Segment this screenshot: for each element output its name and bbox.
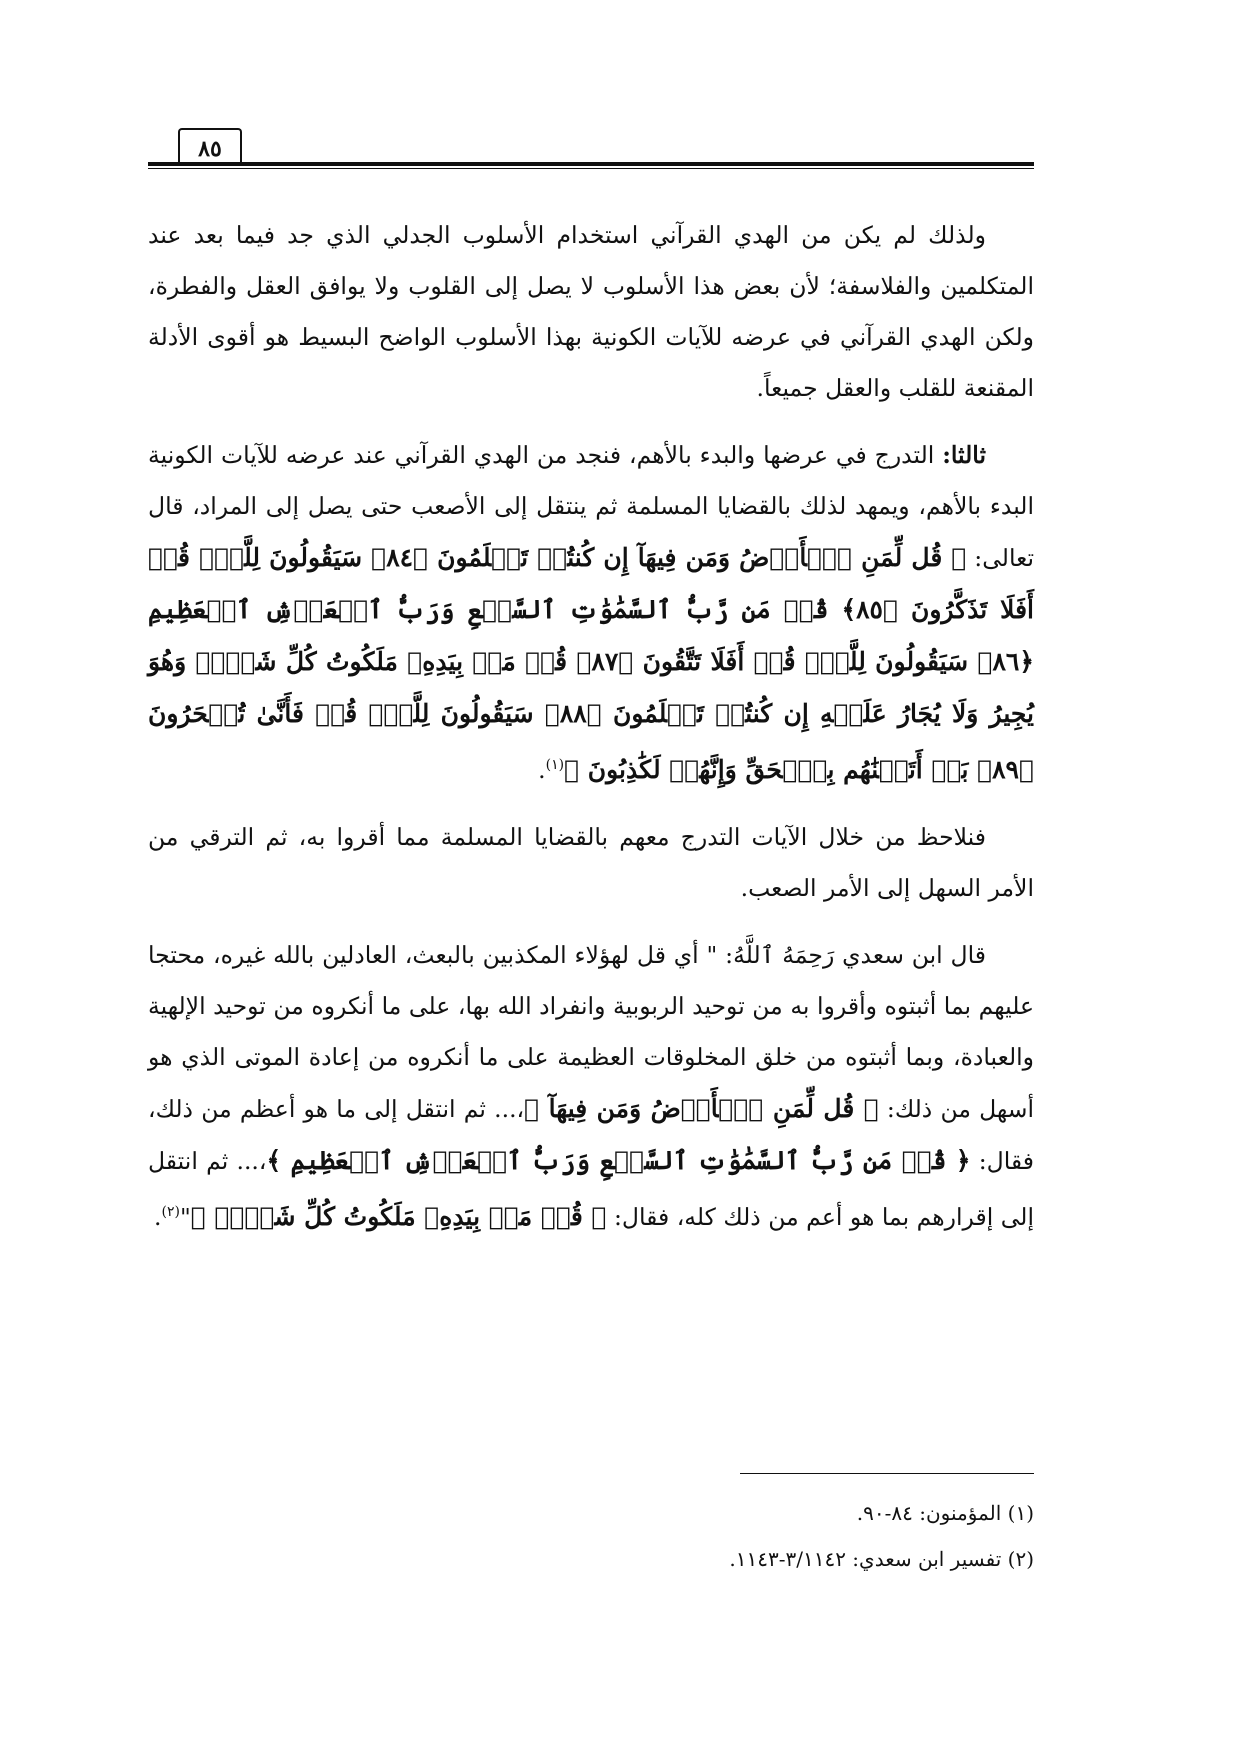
quote-close: " [179,1202,191,1231]
paragraph-text: ،... ثم انتقل إلى ما هو أعظم من ذلك، فقال: [148,1094,1035,1175]
sentence-end: . [154,1202,162,1231]
footnote-separator [740,1473,1034,1474]
footnote-ref-1: (١) [545,757,565,773]
header-rule-thin [148,168,1034,169]
footnotes [148,1490,1034,1582]
page-number: ٨٥ [178,128,242,166]
paragraph-text: قال ابن سعدي رَحِمَهُ ٱللَّهُ: " أي قل لهؤلاء المكذبين بالبعث، العادلين بالله غيره، محتجا عليهم بما أثبتوه وأقروا به من توحيد الربوبية وانفراد الله بها، على ما أنكروه من توحيد الإلهية والعبادة، وبما أثبتوه من خلق المخلوقات العظيمة على ما أنكروه من إعادة الموتى الذي هو أسهل من ذلك: [148,940,1034,1123]
footnote-ref-2: (٢) [161,1203,180,1220]
paragraph-text: فنلاحظ من خلال الآيات التدرج معهم بالقضايا المسلمة مما أقروا به، ثم الترقي من الأمر السهل إلى الأمر الصعب. [148,822,1034,902]
sentence-end: . [538,755,546,784]
quran-verse: ﴿ قُل لِّمَنِ ٱلۡأَرۡضُ وَمَن فِيهَآ ﴾ [524,1093,879,1123]
quran-verse: ﴿ قُلۡ مَن رَّبُّ ٱلسَّمَٰوَٰتِ ٱلسَّبۡعِ وَرَبُّ ٱلۡعَرۡشِ ٱلۡعَظِيمِ ﴾ [266,1145,971,1175]
paragraph-2 [148,430,1034,796]
main-content [148,210,1034,1259]
page-header [148,128,1034,168]
paragraph-4 [148,930,1034,1243]
paragraph-3 [148,812,1034,914]
footnote-2: (٢) تفسير ابن سعدي: ٣/١١٤٢-١١٤٣. [729,1547,1034,1571]
section-lead: ثالثا: [942,441,986,469]
paragraph-text: التدرج في عرضها والبدء بالأهم، فنجد من الهدي القرآني عند عرضه للآيات الكونية البدء بالأهم، ويمهد لذلك بالقضايا المسلمة ثم ينتقل إلى الأصعب حتى يصل إلى المراد، قال تعالى: [148,441,1034,572]
paragraph-text: ولذلك لم يكن من الهدي القرآني استخدام الأسلوب الجدلي الذي جد فيما بعد عند المتكلمين والفلاسفة؛ لأن بعض هذا الأسلوب لا يصل إلى القلوب ولا يوافق العقل والفطرة، ولكن الهدي القرآني في عرضه للآيات الكونية بهذا الأسلوب الواضح البسيط هو أقوى الأدلة المقنعة للقلب والعقل جميعاً. [148,221,1034,402]
paragraph-1 [148,210,1034,414]
quran-verse: ﴿ قُلۡ مَنۢ بِيَدِهِۦ مَلَكُوتُ كُلِّ شَيۡءٖ ﴾ [190,1201,607,1231]
paragraph-text: ،... ثم انتقل إلى إقرارهم بما هو أعم من ذلك كله، فقال: [148,1146,1034,1231]
header-rule-thick [148,162,1034,166]
quran-verse: ﴿ قُل لِّمَنِ ٱلۡأَرۡضُ وَمَن فِيهَآ إِن كُنتُمۡ تَعۡلَمُونَ ﴿٨٤﴾ سَيَقُولُونَ لِلَّهِۚ قُلۡ أَفَلَا تَذَكَّرُونَ ﴿٨٥﴾ قُلۡ مَن رَّبُّ ٱلسَّمَٰوَٰتِ ٱلسَّبۡعِ وَرَبُّ ٱلۡعَرۡشِ ٱلۡعَظِيمِ ﴿٨٦﴾ سَيَقُولُونَ لِلَّهِۚ قُلۡ أَفَلَا تَتَّقُونَ ﴿٨٧﴾ قُلۡ مَنۢ بِيَدِهِۦ مَلَكُوتُ كُلِّ شَيۡءٖ وَهُوَ يُجِيرُ وَلَا يُجَارُ عَلَيۡهِ إِن كُنتُمۡ تَعۡلَمُونَ ﴿٨٨﴾ سَيَقُولُونَ لِلَّهِۚ قُلۡ فَأَنَّىٰ تُسۡحَرُونَ ﴿٨٩﴾ بَلۡ أَتَيۡنَٰهُم بِٱلۡحَقِّ وَإِنَّهُمۡ لَكَٰذِبُونَ ﴾ [148,543,1034,784]
footnote-1: (١) المؤمنون: ٨٤-٩٠. [856,1501,1034,1525]
